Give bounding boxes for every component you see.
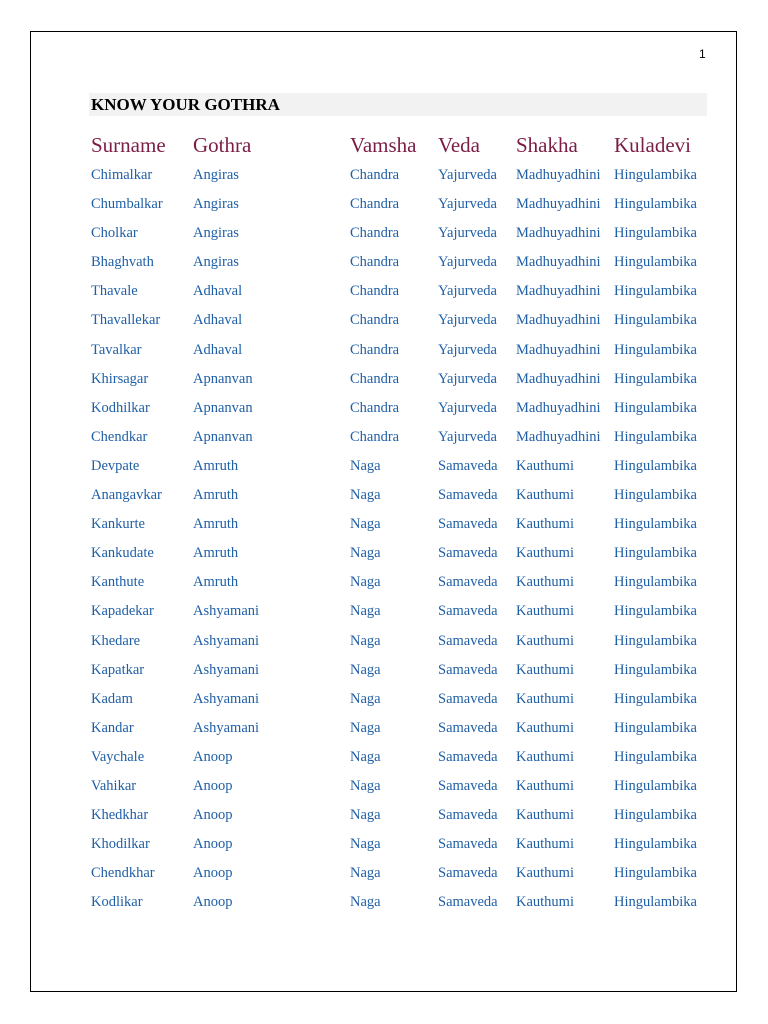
cell-kuladevi: Hingulambika — [614, 661, 697, 678]
cell-shakha: Kauthumi — [516, 487, 574, 504]
cell-surname: Anangavkar — [91, 487, 162, 504]
cell-veda: Yajurveda — [438, 196, 497, 213]
cell-vamsha: Naga — [350, 748, 381, 765]
cell-surname: Kandar — [91, 719, 134, 736]
cell-kuladevi: Hingulambika — [614, 632, 697, 649]
cell-veda: Samaveda — [438, 748, 498, 765]
cell-shakha: Madhuyadhini — [516, 167, 601, 183]
cell-veda: Yajurveda — [438, 254, 497, 271]
cell-shakha: Kauthumi — [516, 807, 574, 824]
cell-gothra: Angiras — [193, 254, 239, 271]
cell-surname: Vaychale — [91, 748, 145, 765]
cell-gothra: Anoop — [193, 836, 233, 853]
cell-gothra: Angiras — [193, 196, 239, 213]
cell-vamsha: Chandra — [350, 167, 400, 183]
cell-gothra: Angiras — [193, 167, 239, 183]
cell-gothra: Anoop — [193, 865, 233, 882]
column-header-veda: Veda — [438, 133, 480, 157]
cell-gothra: Amruth — [193, 516, 239, 533]
cell-kuladevi: Hingulambika — [614, 516, 697, 533]
cell-shakha: Kauthumi — [516, 603, 574, 620]
cell-surname: Khedkhar — [91, 807, 149, 824]
cell-gothra: Amruth — [193, 545, 239, 562]
cell-veda: Yajurveda — [438, 399, 497, 416]
cell-veda: Yajurveda — [438, 225, 497, 242]
cell-surname: Kapatkar — [91, 661, 145, 678]
cell-vamsha: Naga — [350, 690, 381, 707]
cell-surname: Devpate — [91, 457, 140, 474]
column-header-vamsha: Vamsha — [350, 133, 417, 157]
cell-veda: Samaveda — [438, 603, 498, 620]
cell-shakha: Madhuyadhini — [516, 370, 601, 387]
cell-vamsha: Chandra — [350, 254, 400, 271]
cell-kuladevi: Hingulambika — [614, 690, 697, 707]
cell-surname: Thavallekar — [91, 312, 161, 329]
cell-gothra: Anoop — [193, 894, 233, 911]
cell-surname: Chumbalkar — [91, 196, 163, 213]
cell-kuladevi: Hingulambika — [614, 748, 697, 765]
cell-veda: Yajurveda — [438, 167, 497, 183]
cell-veda: Samaveda — [438, 574, 498, 591]
cell-veda: Samaveda — [438, 545, 498, 562]
cell-surname: Kanthute — [91, 574, 145, 591]
cell-kuladevi: Hingulambika — [614, 312, 697, 329]
cell-shakha: Madhuyadhini — [516, 225, 601, 242]
cell-shakha: Madhuyadhini — [516, 254, 601, 271]
column-header-shakha: Shakha — [516, 133, 578, 157]
cell-veda: Samaveda — [438, 836, 498, 853]
cell-kuladevi: Hingulambika — [614, 399, 697, 416]
cell-vamsha: Chandra — [350, 196, 400, 213]
cell-surname: Khirsagar — [91, 370, 149, 387]
cell-surname: Bhaghvath — [91, 254, 154, 271]
title-bar — [89, 93, 707, 116]
cell-shakha: Kauthumi — [516, 836, 574, 853]
cell-veda: Samaveda — [438, 690, 498, 707]
cell-shakha: Madhuyadhini — [516, 196, 601, 213]
cell-kuladevi: Hingulambika — [614, 777, 697, 794]
cell-shakha: Kauthumi — [516, 574, 574, 591]
cell-vamsha: Naga — [350, 545, 381, 562]
column-header-gothra: Gothra — [193, 133, 252, 157]
cell-gothra: Ashyamani — [193, 719, 260, 736]
cell-kuladevi: Hingulambika — [614, 196, 697, 213]
cell-shakha: Kauthumi — [516, 777, 574, 794]
cell-surname: Cholkar — [91, 225, 138, 242]
cell-kuladevi: Hingulambika — [614, 545, 697, 562]
cell-vamsha: Naga — [350, 603, 381, 620]
cell-vamsha: Naga — [350, 487, 381, 504]
cell-shakha: Kauthumi — [516, 865, 574, 882]
cell-vamsha: Chandra — [350, 341, 400, 358]
cell-surname: Thavale — [91, 283, 138, 300]
cell-vamsha: Naga — [350, 574, 381, 591]
cell-kuladevi: Hingulambika — [614, 865, 697, 882]
column-header-surname: Surname — [91, 133, 166, 157]
cell-veda: Samaveda — [438, 807, 498, 824]
cell-veda: Yajurveda — [438, 341, 497, 358]
page-title: KNOW YOUR GOTHRA — [91, 95, 280, 114]
cell-surname: Tavalkar — [91, 341, 142, 358]
cell-kuladevi: Hingulambika — [614, 719, 697, 736]
cell-vamsha: Chandra — [350, 370, 400, 387]
cell-shakha: Kauthumi — [516, 457, 574, 474]
cell-gothra: Apnanvan — [193, 399, 253, 416]
cell-vamsha: Naga — [350, 516, 381, 533]
cell-vamsha: Naga — [350, 632, 381, 649]
cell-veda: Samaveda — [438, 865, 498, 882]
cell-gothra: Amruth — [193, 574, 239, 591]
cell-vamsha: Chandra — [350, 225, 400, 242]
cell-kuladevi: Hingulambika — [614, 807, 697, 824]
cell-surname: Chendkhar — [91, 865, 155, 882]
cell-kuladevi: Hingulambika — [614, 254, 697, 271]
cell-shakha: Kauthumi — [516, 661, 574, 678]
cell-gothra: Adhaval — [193, 341, 243, 358]
cell-gothra: Ashyamani — [193, 603, 260, 620]
cell-vamsha: Chandra — [350, 399, 400, 416]
cell-surname: Kankurte — [91, 516, 145, 533]
cell-kuladevi: Hingulambika — [614, 283, 697, 300]
document-page — [30, 31, 737, 992]
cell-veda: Samaveda — [438, 516, 498, 533]
cell-shakha: Madhuyadhini — [516, 428, 601, 445]
page-number: 1 — [699, 47, 706, 61]
cell-surname: Vahikar — [91, 777, 137, 794]
cell-gothra: Adhaval — [193, 312, 243, 329]
cell-shakha: Madhuyadhini — [516, 283, 601, 300]
cell-kuladevi: Hingulambika — [614, 457, 697, 474]
cell-surname: Khodilkar — [91, 836, 150, 853]
cell-shakha: Kauthumi — [516, 632, 574, 649]
cell-veda: Yajurveda — [438, 283, 497, 300]
cell-gothra: Anoop — [193, 748, 233, 765]
cell-gothra: Adhaval — [193, 283, 243, 300]
cell-shakha: Kauthumi — [516, 690, 574, 707]
cell-shakha: Kauthumi — [516, 748, 574, 765]
cell-vamsha: Naga — [350, 865, 381, 882]
cell-veda: Yajurveda — [438, 312, 497, 329]
cell-kuladevi: Hingulambika — [614, 167, 697, 183]
cell-kuladevi: Hingulambika — [614, 603, 697, 620]
cell-gothra: Anoop — [193, 807, 233, 824]
cell-kuladevi: Hingulambika — [614, 574, 697, 591]
cell-shakha: Kauthumi — [516, 516, 574, 533]
cell-shakha: Madhuyadhini — [516, 341, 601, 358]
cell-gothra: Amruth — [193, 487, 239, 504]
cell-vamsha: Naga — [350, 457, 381, 474]
cell-vamsha: Naga — [350, 777, 381, 794]
cell-kuladevi: Hingulambika — [614, 370, 697, 387]
cell-vamsha: Naga — [350, 894, 381, 911]
cell-shakha: Kauthumi — [516, 545, 574, 562]
cell-gothra: Anoop — [193, 777, 233, 794]
cell-vamsha: Chandra — [350, 312, 400, 329]
cell-surname: Kodhilkar — [91, 399, 150, 416]
cell-veda: Yajurveda — [438, 370, 497, 387]
cell-surname: Kankudate — [91, 545, 154, 562]
cell-gothra: Ashyamani — [193, 632, 260, 649]
cell-veda: Samaveda — [438, 632, 498, 649]
cell-kuladevi: Hingulambika — [614, 836, 697, 853]
cell-veda: Samaveda — [438, 661, 498, 678]
cell-shakha: Madhuyadhini — [516, 312, 601, 329]
cell-kuladevi: Hingulambika — [614, 487, 697, 504]
cell-surname: Kadam — [91, 690, 133, 707]
cell-veda: Samaveda — [438, 777, 498, 794]
cell-gothra: Angiras — [193, 225, 239, 242]
cell-vamsha: Naga — [350, 836, 381, 853]
cell-vamsha: Naga — [350, 719, 381, 736]
cell-gothra: Amruth — [193, 457, 239, 474]
cell-kuladevi: Hingulambika — [614, 225, 697, 242]
cell-veda: Samaveda — [438, 894, 498, 911]
column-header-kuladevi: Kuladevi — [614, 133, 691, 157]
cell-vamsha: Naga — [350, 807, 381, 824]
cell-gothra: Apnanvan — [193, 428, 253, 445]
cell-shakha: Kauthumi — [516, 894, 574, 911]
cell-gothra: Ashyamani — [193, 690, 260, 707]
cell-veda: Yajurveda — [438, 428, 497, 445]
cell-gothra: Ashyamani — [193, 661, 260, 678]
cell-surname: Kapadekar — [91, 603, 154, 620]
cell-kuladevi: Hingulambika — [614, 341, 697, 358]
cell-vamsha: Naga — [350, 661, 381, 678]
cell-vamsha: Chandra — [350, 283, 400, 300]
cell-gothra: Apnanvan — [193, 370, 253, 387]
cell-veda: Samaveda — [438, 487, 498, 504]
cell-vamsha: Chandra — [350, 428, 400, 445]
cell-veda: Samaveda — [438, 457, 498, 474]
cell-surname: Chendkar — [91, 428, 148, 445]
cell-surname: Chimalkar — [91, 167, 153, 183]
cell-veda: Samaveda — [438, 719, 498, 736]
cell-surname: Kodlikar — [91, 894, 143, 911]
cell-surname: Khedare — [91, 632, 141, 649]
cell-kuladevi: Hingulambika — [614, 428, 697, 445]
cell-shakha: Kauthumi — [516, 719, 574, 736]
cell-kuladevi: Hingulambika — [614, 894, 697, 911]
cell-shakha: Madhuyadhini — [516, 399, 601, 416]
